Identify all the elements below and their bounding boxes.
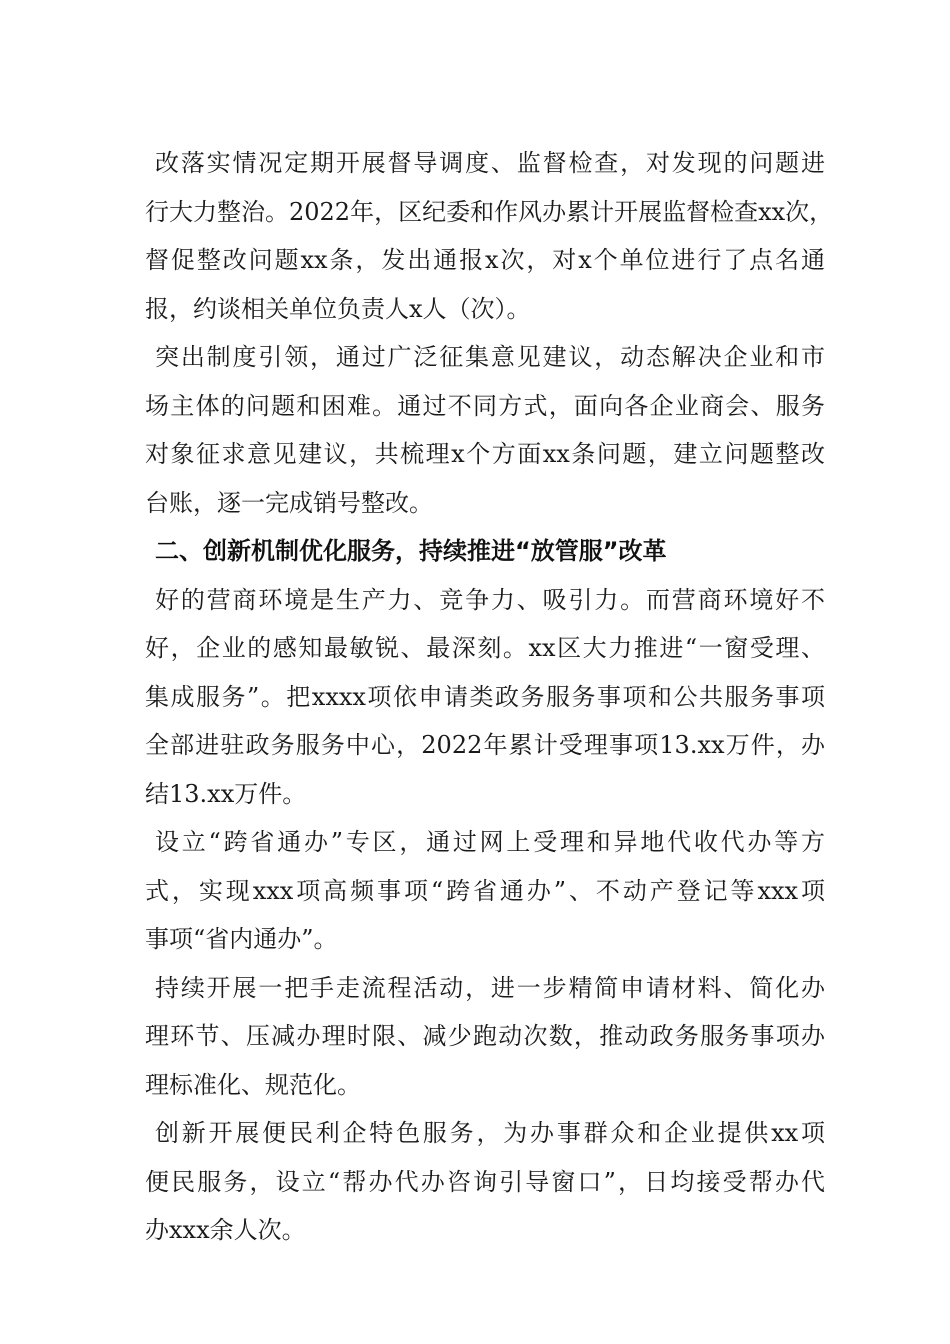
text-line: 突出制度引领，通过广泛征集意见建议，动态解决企业和市 bbox=[155, 343, 825, 371]
paragraph-convenience-services bbox=[145, 1109, 825, 1255]
heading-line: 二、创新机制优化服务，持续推进“放管服”改革 bbox=[155, 537, 667, 565]
section-heading bbox=[145, 527, 825, 576]
text-line: 好的营商环境是生产力、竞争力、吸引力。而营商环境好不 bbox=[155, 585, 825, 614]
text-line: 行大力整治。2022年，区纪委和作风办累计开展监督检查xx次， bbox=[145, 197, 834, 226]
text-line: 结13.xx万件。 bbox=[145, 779, 307, 808]
text-line: 集成服务”。把xxxx项依申请类政务服务事项和公共服务事项 bbox=[145, 682, 825, 711]
text-line: 设立“跨省通办”专区，通过网上受理和异地代收代办等方 bbox=[155, 828, 825, 856]
text-line: 报，约谈相关单位负责人x人（次）。 bbox=[145, 294, 531, 323]
text-line: 创新开展便民利企特色服务，为办事群众和企业提供xx项 bbox=[155, 1119, 825, 1147]
text-line: 办xxx余人次。 bbox=[145, 1216, 306, 1244]
text-line: 理标准化、规范化。 bbox=[145, 1070, 361, 1099]
text-line: 好，企业的感知最敏锐、最深刻。xx区大力推进“一窗受理、 bbox=[145, 634, 825, 662]
text-line: 持续开展一把手走流程活动，进一步精简申请材料、简化办 bbox=[155, 973, 825, 1002]
paragraph-business-environment bbox=[145, 576, 825, 819]
paragraph-supervision bbox=[145, 139, 834, 333]
text-line: 改落实情况定期开展督导调度、监督检查，对发现的问题进 bbox=[155, 149, 825, 177]
text-line: 式，实现xxx项高频事项“跨省通办”、不动产登记等xxx项 bbox=[145, 876, 825, 905]
paragraph-process-walkthrough bbox=[145, 964, 825, 1110]
text-line: 全部进驻政务服务中心，2022年累计受理事项13.xx万件，办 bbox=[145, 731, 825, 759]
text-line: 督促整改问题xx条，发出通报x次，对x个单位进行了点名通 bbox=[145, 246, 825, 274]
document-body bbox=[145, 139, 834, 1255]
text-line: 便民服务，设立“帮办代办咨询引导窗口”，日均接受帮办代 bbox=[145, 1167, 825, 1196]
paragraph-cross-province bbox=[145, 818, 825, 964]
paragraph-institutional-guidance bbox=[145, 333, 825, 527]
text-line: 场主体的问题和困难。通过不同方式，面向各企业商会、服务 bbox=[145, 391, 825, 420]
text-line: 台账，逐一完成销号整改。 bbox=[145, 488, 433, 517]
text-line: 对象征求意见建议，共梳理x个方面xx条问题，建立问题整改 bbox=[145, 440, 825, 468]
text-line: 事项“省内通办”。 bbox=[145, 925, 338, 953]
text-line: 理环节、压减办理时限、减少跑动次数，推动政务服务事项办 bbox=[145, 1022, 825, 1050]
